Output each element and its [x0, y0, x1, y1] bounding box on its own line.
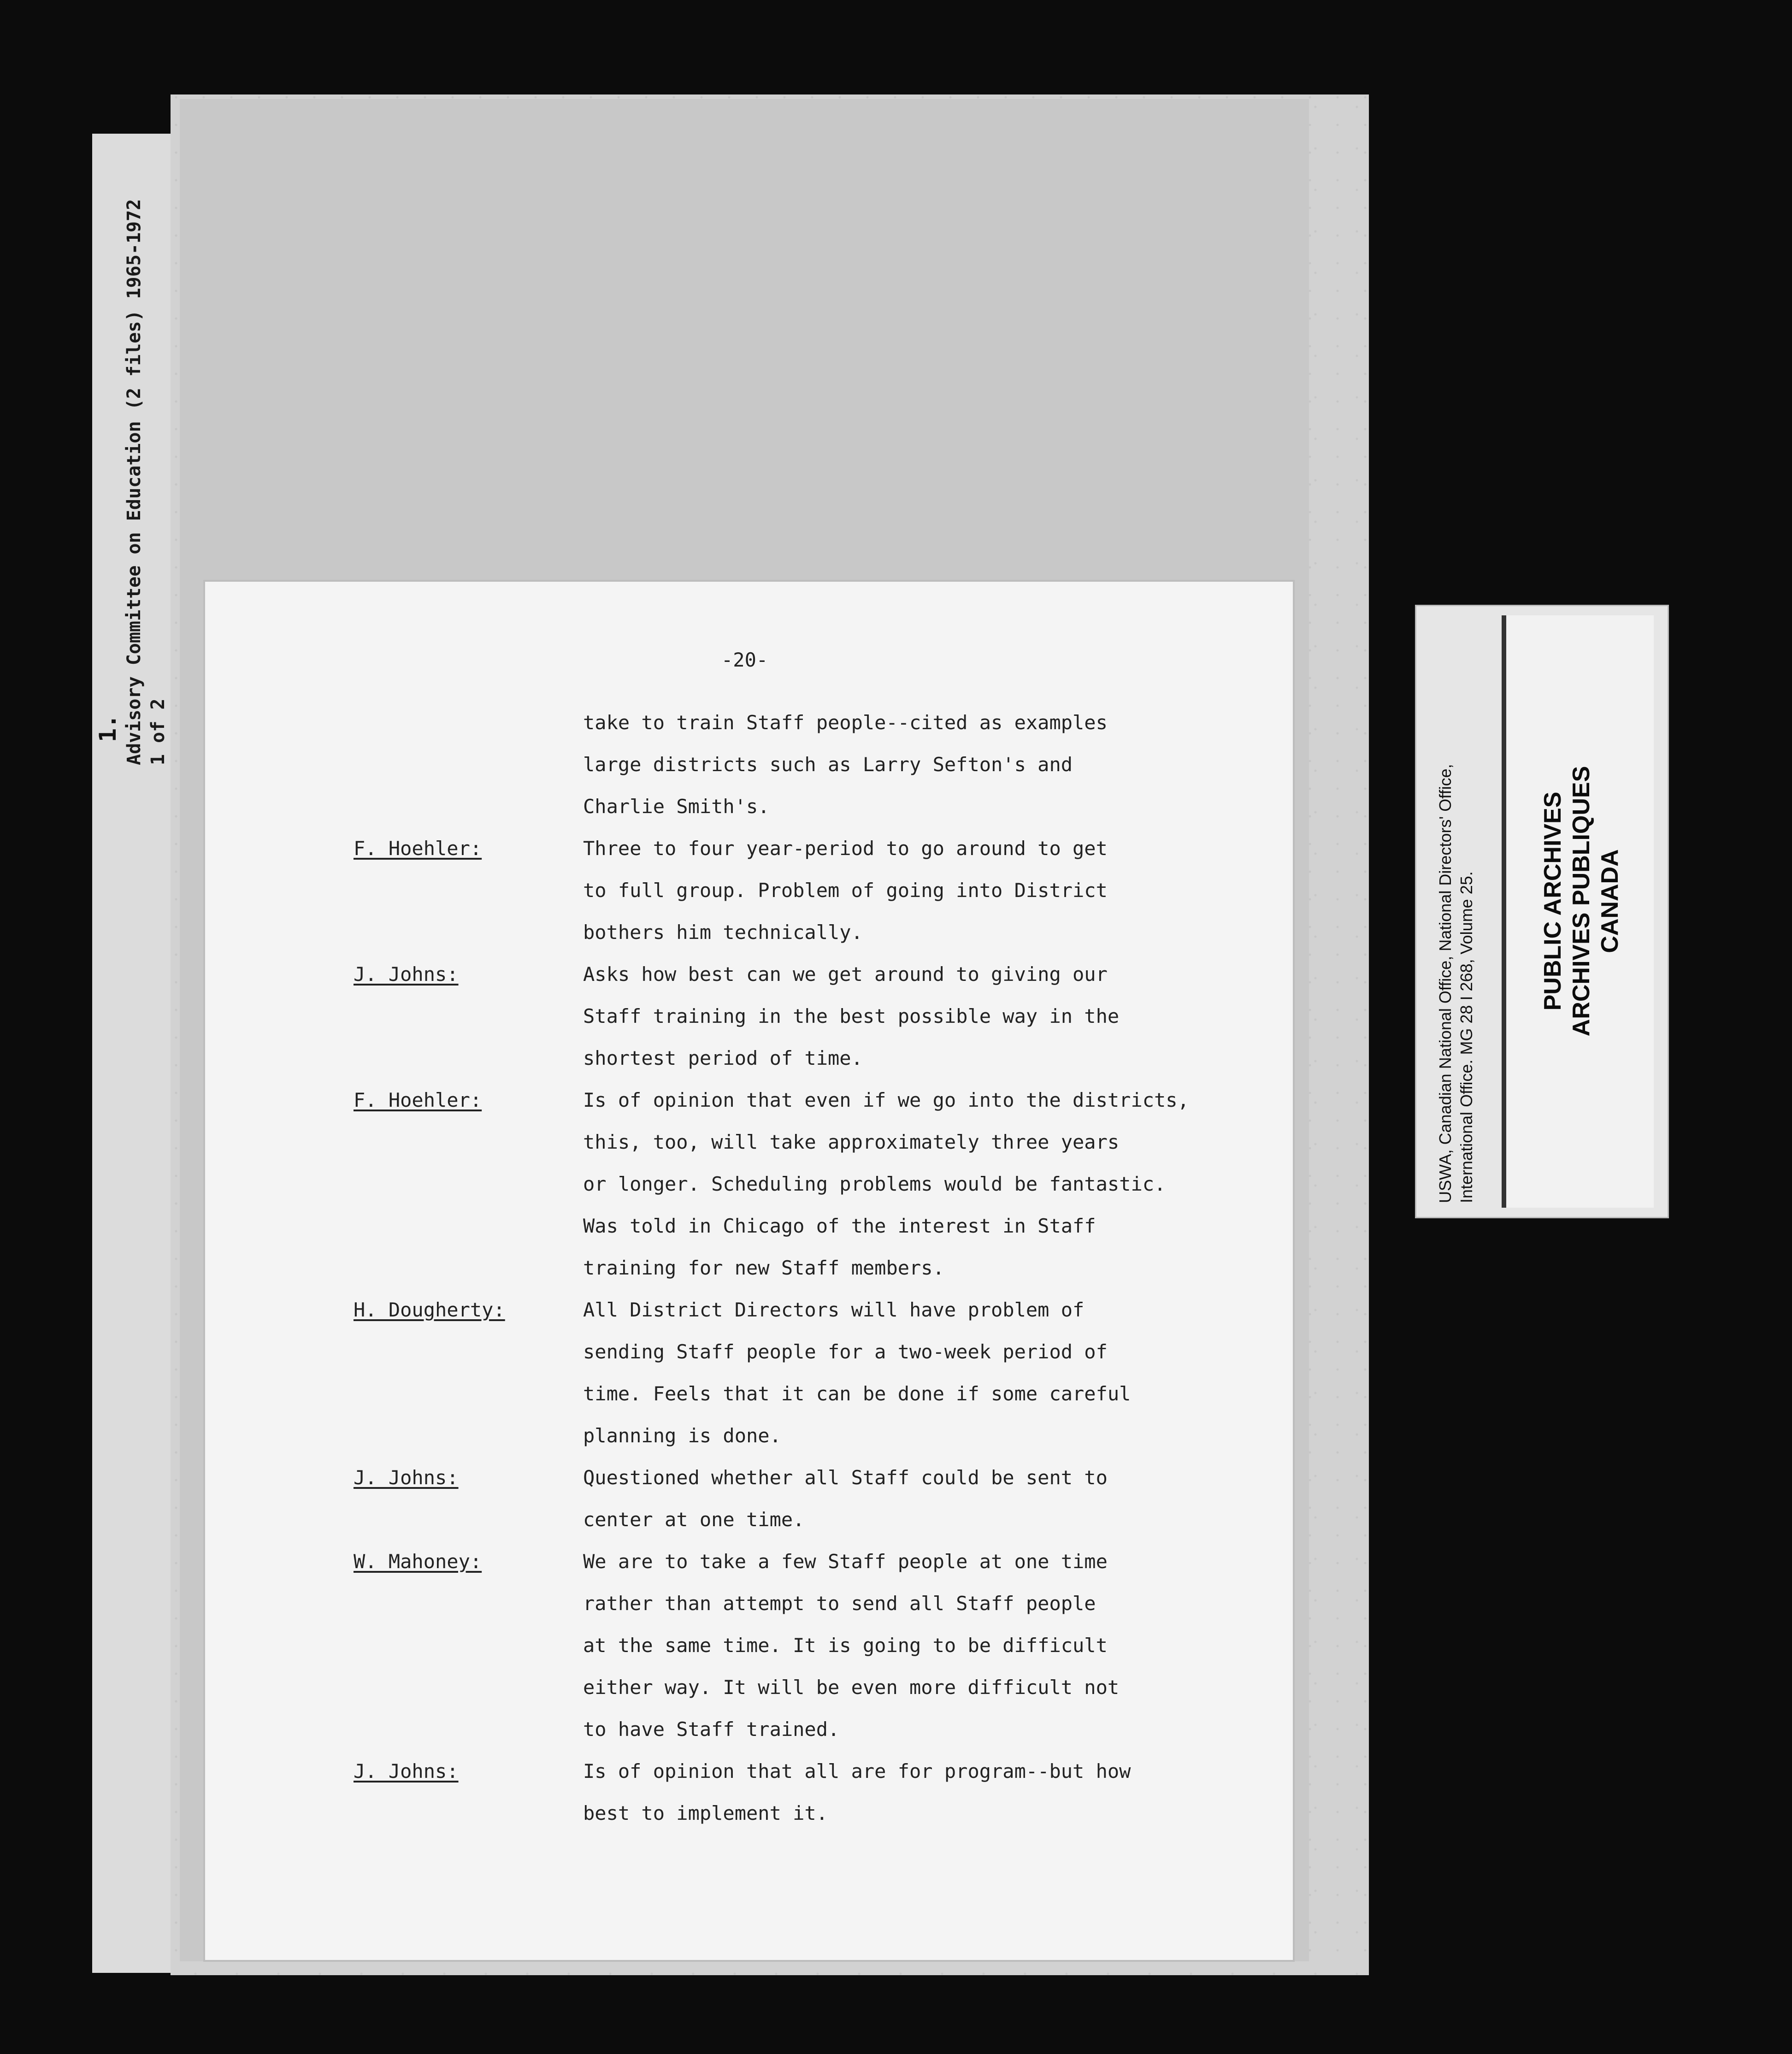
archive-title-line: ARCHIVES PUBLIQUES: [1568, 766, 1595, 1037]
text-line: sending Staff people for a two-week period of: [583, 1340, 1108, 1363]
speaker-name: [205, 953, 583, 1079]
text-line: All District Directors will have problem of: [583, 1299, 1085, 1321]
text-line: rather than attempt to send all Staff people: [583, 1592, 1096, 1615]
text-line: Charlie Smith's.: [583, 795, 770, 818]
text-line: We are to take a few Staff people at one time: [583, 1550, 1108, 1573]
entry-text: [583, 953, 1293, 1079]
archive-credit-line: USWA, Canadian National Office, National Directors' Office,: [1436, 764, 1455, 1203]
archive-title: [1539, 671, 1624, 1132]
speaker-name: [205, 1457, 583, 1540]
archive-stamp: [1415, 605, 1669, 1218]
folder-tab-label: [122, 111, 170, 765]
folder-tab-subtitle: 1 of 2: [147, 698, 169, 765]
folder-tab-number: 1.: [94, 714, 121, 742]
text-line: at the same time. It is going to be difficult: [583, 1634, 1108, 1657]
text-line: Questioned whether all Staff could be sent to: [583, 1466, 1108, 1489]
speaker-name-text: F. Hoehler:: [354, 837, 482, 860]
minutes-entry: [205, 953, 1293, 1079]
entry-text: [583, 1540, 1293, 1750]
entry-text: [583, 827, 1293, 953]
minutes-entry: [205, 1289, 1293, 1457]
entry-text: [583, 1457, 1293, 1540]
archive-title-line: CANADA: [1597, 849, 1623, 953]
text-line: bothers him technically.: [583, 921, 863, 944]
text-line: Asks how best can we get around to giving our: [583, 963, 1108, 986]
archive-credit: [1435, 618, 1477, 1203]
text-line: or longer. Scheduling problems would be fantastic.: [583, 1173, 1166, 1195]
text-line: planning is done.: [583, 1424, 781, 1447]
continuation-block: [205, 702, 1293, 827]
text-line: Was told in Chicago of the interest in Staff: [583, 1215, 1096, 1237]
speaker-name: [205, 1540, 583, 1750]
archive-credit-line: International Office. MG 28 I 268, Volume 25.: [1457, 871, 1476, 1203]
speaker-name-text: W. Mahoney:: [354, 1550, 482, 1573]
text-line: best to implement it.: [583, 1802, 828, 1824]
text-line: Three to four year-period to go around to get: [583, 837, 1108, 860]
continuation-text: [583, 702, 1293, 827]
text-line: take to train Staff people--cited as examples: [583, 711, 1108, 734]
speaker-name-text: F. Hoehler:: [354, 1089, 482, 1111]
speaker-name-text: J. Johns:: [354, 963, 459, 986]
minutes-entry: [205, 827, 1293, 953]
minutes-entry: [205, 1750, 1293, 1834]
text-line: center at one time.: [583, 1508, 805, 1531]
speaker-placeholder: [205, 702, 583, 827]
speaker-name: [205, 1289, 583, 1457]
entry-text: [583, 1750, 1293, 1834]
speaker-name-text: H. Dougherty:: [354, 1299, 505, 1321]
minutes-entry: [205, 1540, 1293, 1750]
document-page: [205, 582, 1293, 1960]
speaker-name-text: J. Johns:: [354, 1466, 459, 1489]
speaker-name: [205, 1750, 583, 1834]
entry-text: [583, 1289, 1293, 1457]
speaker-name: [205, 827, 583, 953]
speaker-name-text: J. Johns:: [354, 1760, 459, 1782]
text-line: time. Feels that it can be done if some careful: [583, 1382, 1131, 1405]
speaker-name: [205, 1079, 583, 1289]
text-line: Staff training in the best possible way in the: [583, 1005, 1120, 1027]
text-line: this, too, will take approximately three years: [583, 1131, 1120, 1153]
text-line: shortest period of time.: [583, 1047, 863, 1069]
folder-tab-title: Advisory Committee on Education (2 files) 1965-1972: [124, 199, 145, 765]
page-number: -20-: [721, 649, 768, 671]
minutes-entry: [205, 1457, 1293, 1540]
text-line: to full group. Problem of going into District: [583, 879, 1108, 902]
entry-text: [583, 1079, 1293, 1289]
archive-title-line: PUBLIC ARCHIVES: [1539, 791, 1566, 1011]
minutes-entry: [205, 1079, 1293, 1289]
text-line: either way. It will be even more difficult not: [583, 1676, 1120, 1699]
text-line: Is of opinion that even if we go into the districts,: [583, 1089, 1189, 1111]
archive-title-box: [1502, 615, 1654, 1208]
minutes-body: [205, 702, 1293, 1834]
text-line: to have Staff trained.: [583, 1718, 840, 1741]
text-line: training for new Staff members.: [583, 1257, 944, 1279]
text-line: Is of opinion that all are for program--but how: [583, 1760, 1131, 1782]
text-line: large districts such as Larry Sefton's and: [583, 753, 1073, 776]
